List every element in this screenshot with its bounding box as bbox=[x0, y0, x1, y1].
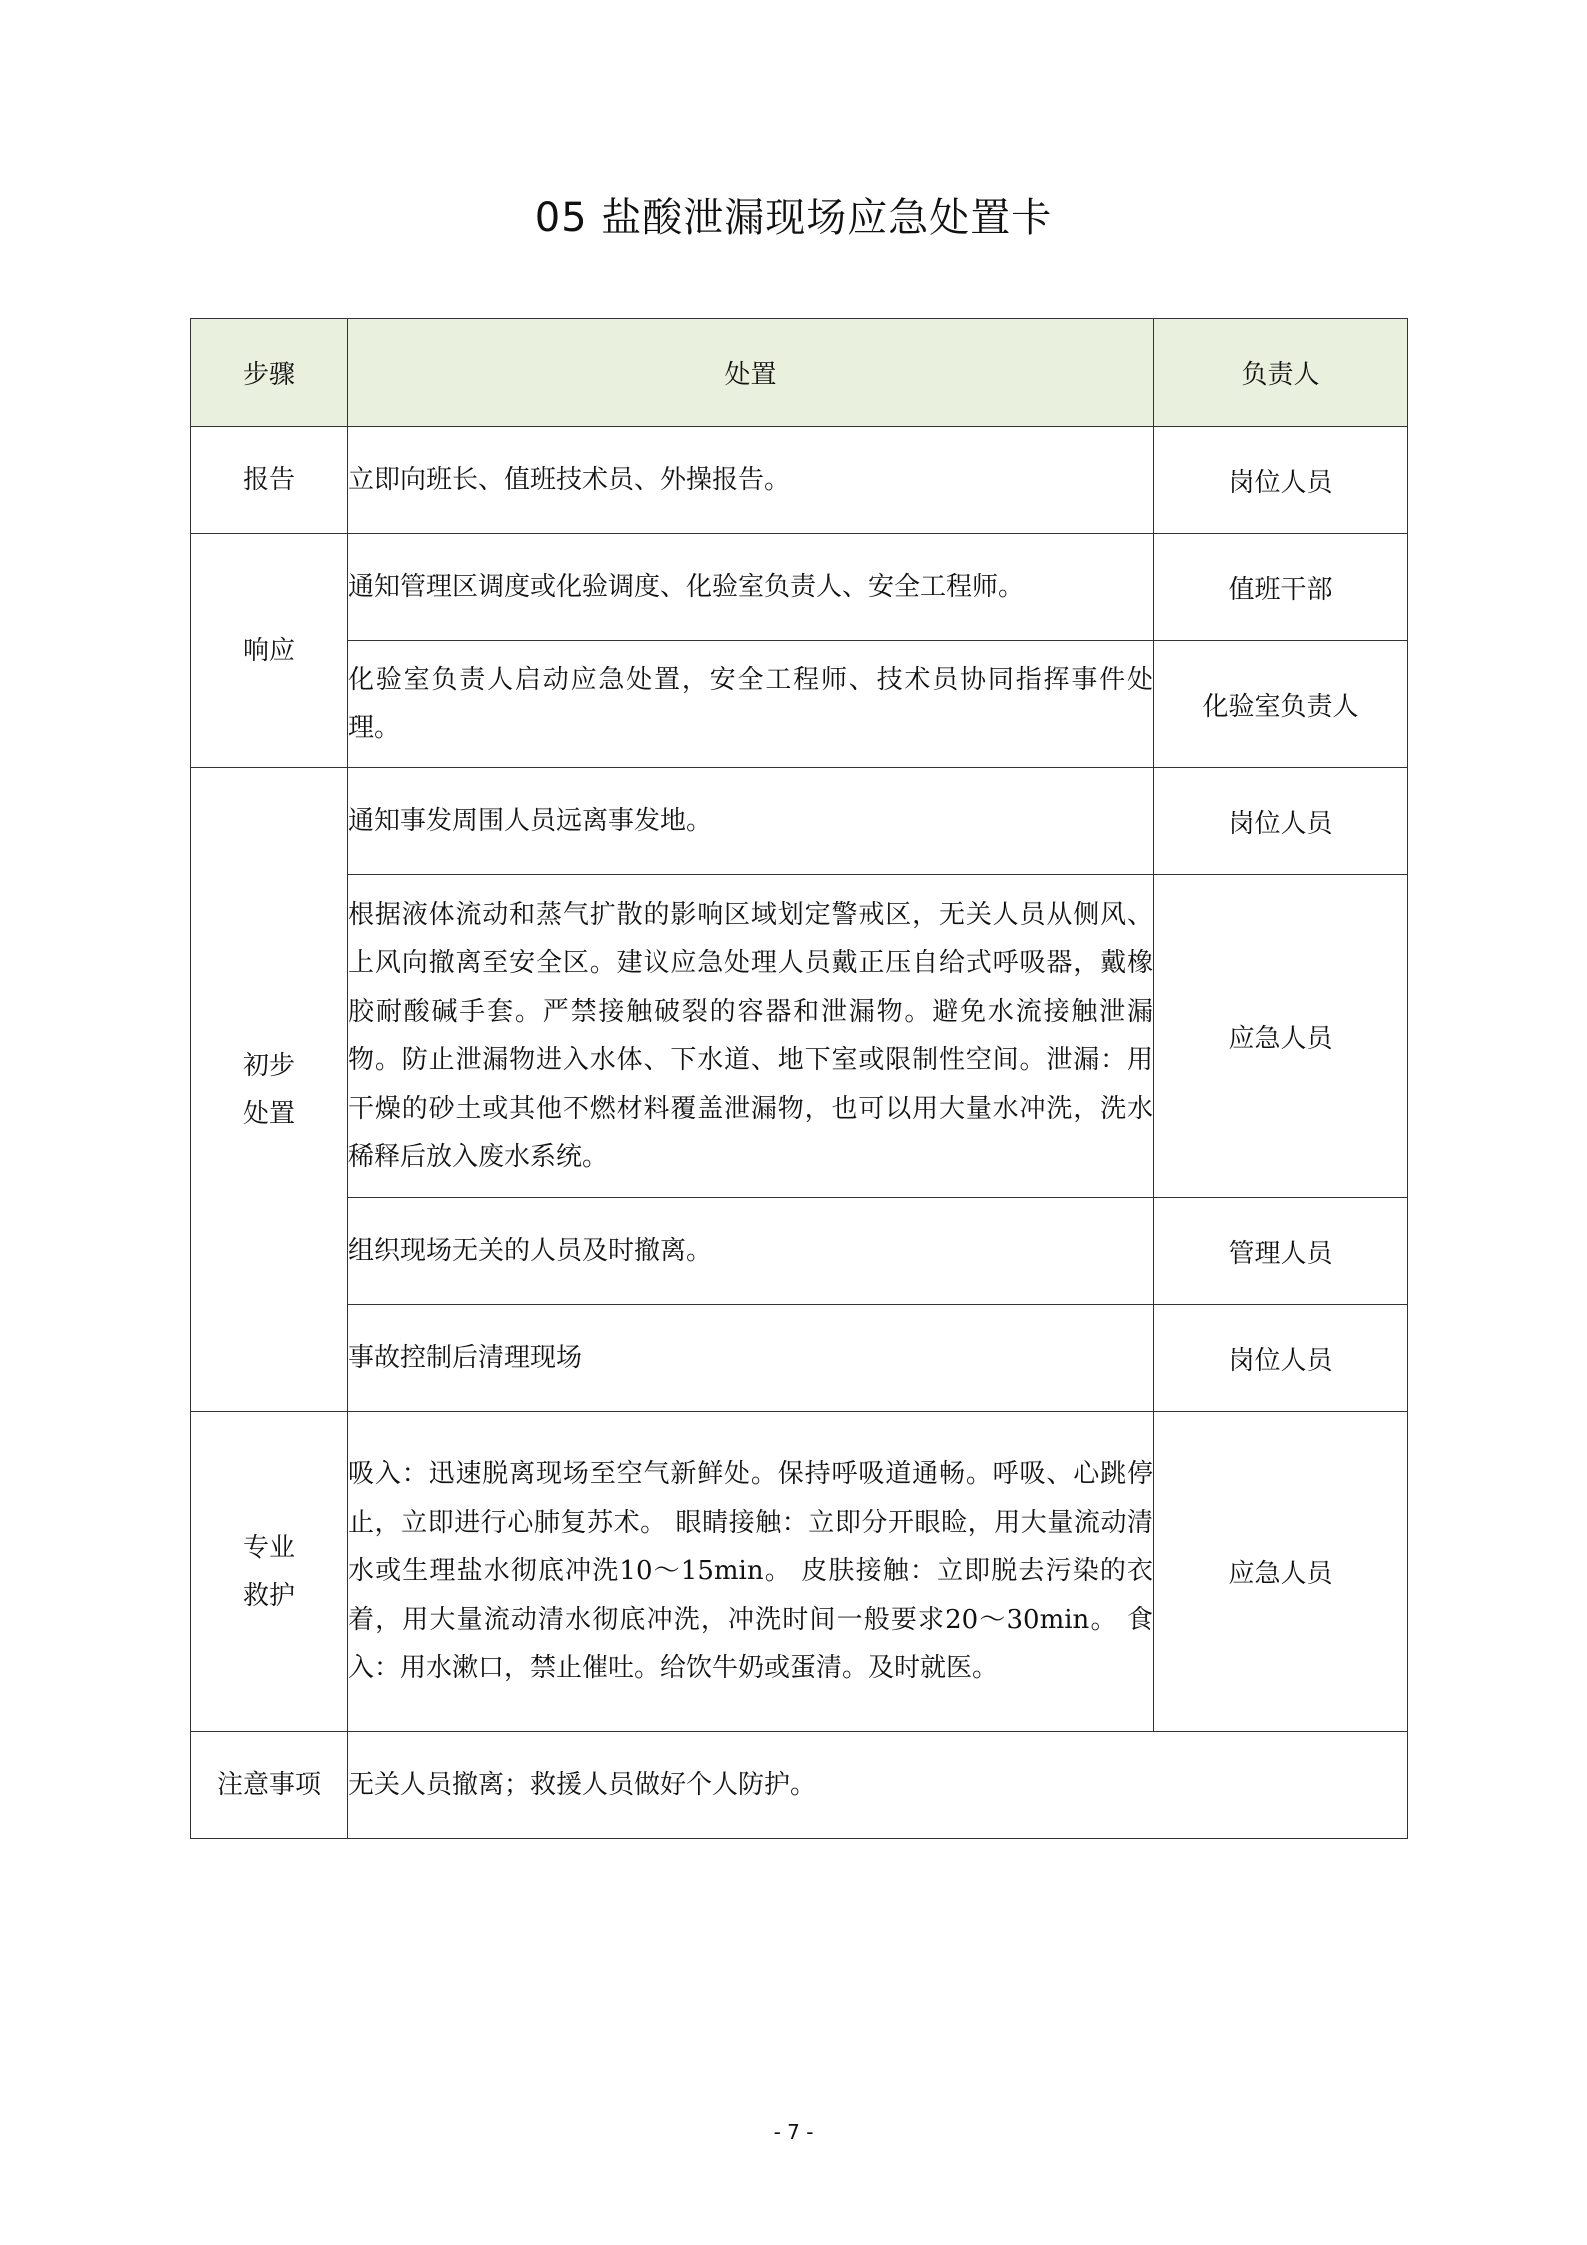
step-cell bbox=[191, 768, 348, 1412]
owner-cell: 应急人员 bbox=[1154, 875, 1408, 1198]
table-row bbox=[191, 1412, 1408, 1732]
owner-cell: 岗位人员 bbox=[1154, 427, 1408, 534]
header-step: 步骤 bbox=[191, 319, 348, 427]
action-cell: 事故控制后清理现场 bbox=[348, 1305, 1154, 1412]
table-row bbox=[191, 1732, 1408, 1839]
owner-cell: 管理人员 bbox=[1154, 1198, 1408, 1305]
action-cell: 吸入：迅速脱离现场至空气新鲜处。保持呼吸道通畅。呼吸、心跳停止，立即进行心肺复苏术。 眼睛接触：立即分开眼睑，用大量流动清水或生理盐水彻底冲洗10～15min。 皮肤接触：立即脱去污染的衣着，用大量流动清水彻底冲洗，冲洗时间一般要求20～30min。 食入：用水漱口，禁止催吐。给饮牛奶或蛋清。及时就医。 bbox=[348, 1412, 1154, 1732]
action-cell: 立即向班长、值班技术员、外操报告。 bbox=[348, 427, 1154, 534]
table-row bbox=[191, 1305, 1408, 1412]
owner-cell: 岗位人员 bbox=[1154, 1305, 1408, 1412]
step-label-professional: 专业救护 bbox=[243, 1532, 296, 1611]
table-row bbox=[191, 875, 1408, 1198]
emergency-card-table bbox=[190, 318, 1408, 1839]
step-cell bbox=[191, 1412, 348, 1732]
table-row bbox=[191, 427, 1408, 534]
action-cell: 根据液体流动和蒸气扩散的影响区域划定警戒区，无关人员从侧风、上风向撤离至安全区。建议应急处理人员戴正压自给式呼吸器，戴橡胶耐酸碱手套。严禁接触破裂的容器和泄漏物。避免水流接触泄漏物。防止泄漏物进入水体、下水道、地下室或限制性空间。泄漏：用干燥的砂土或其他不燃材料覆盖泄漏物，也可以用大量水冲洗，洗水稀释后放入废水系统。 bbox=[348, 875, 1154, 1198]
step-label-initial: 初步处置 bbox=[243, 1050, 296, 1129]
action-cell: 通知事发周围人员远离事发地。 bbox=[348, 768, 1154, 875]
table-row bbox=[191, 641, 1408, 768]
step-cell: 注意事项 bbox=[191, 1732, 348, 1839]
table-row bbox=[191, 768, 1408, 875]
owner-cell: 化验室负责人 bbox=[1154, 641, 1408, 768]
page-title: 05 盐酸泄漏现场应急处置卡 bbox=[534, 195, 1053, 241]
table-header-row bbox=[191, 319, 1408, 427]
action-cell: 化验室负责人启动应急处置，安全工程师、技术员协同指挥事件处理。 bbox=[348, 641, 1154, 768]
action-cell: 通知管理区调度或化验调度、化验室负责人、安全工程师。 bbox=[348, 534, 1154, 641]
owner-cell: 应急人员 bbox=[1154, 1412, 1408, 1732]
owner-cell: 岗位人员 bbox=[1154, 768, 1408, 875]
step-cell: 响应 bbox=[191, 534, 348, 768]
table-row bbox=[191, 534, 1408, 641]
table-row bbox=[191, 1198, 1408, 1305]
notes-cell: 无关人员撤离；救援人员做好个人防护。 bbox=[348, 1732, 1408, 1839]
header-action: 处置 bbox=[348, 319, 1154, 427]
step-cell: 报告 bbox=[191, 427, 348, 534]
action-cell: 组织现场无关的人员及时撤离。 bbox=[348, 1198, 1154, 1305]
owner-cell: 值班干部 bbox=[1154, 534, 1408, 641]
page-number: - 7 - bbox=[773, 2120, 814, 2144]
header-owner: 负责人 bbox=[1154, 319, 1408, 427]
